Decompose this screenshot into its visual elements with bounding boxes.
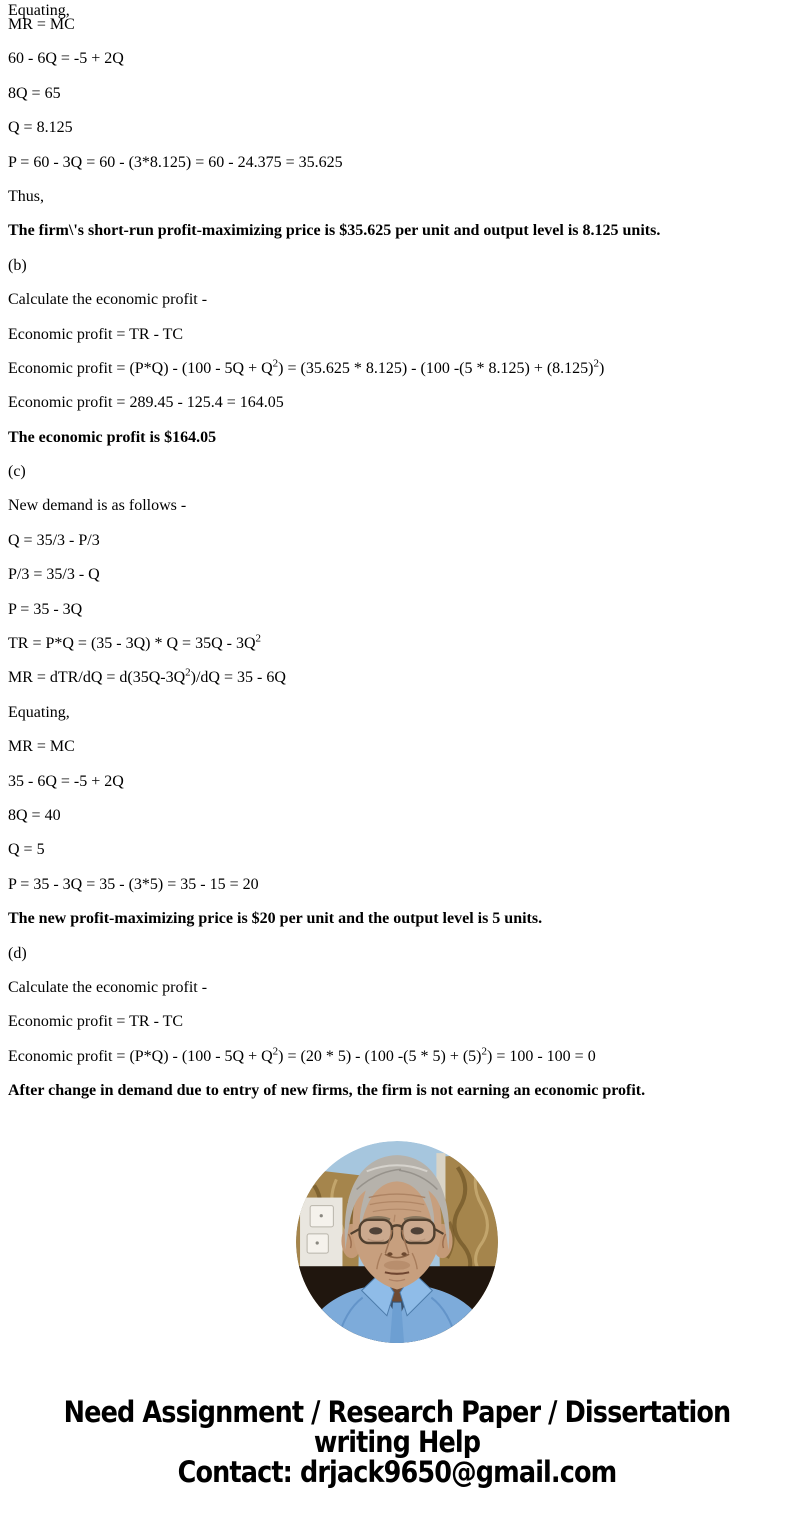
text-segment: ) [599, 359, 605, 377]
text-segment: Economic profit = TR - TC [8, 1013, 184, 1031]
text-segment: Economic profit = (P*Q) - (100 - 5Q + Q [8, 1047, 273, 1065]
text-segment: MR = MC [8, 16, 75, 33]
text-segment: Equating, [8, 703, 70, 721]
solution-paragraph [8, 326, 786, 344]
solution-paragraph [8, 16, 786, 34]
text-segment: Economic profit = 289.45 - 125.4 = 164.05 [8, 394, 284, 412]
text-segment: MR = MC [8, 738, 75, 756]
solution-paragraph-bold [8, 1082, 786, 1100]
solution-paragraph [8, 463, 786, 481]
solution-paragraph [8, 50, 786, 68]
superscript-exponent: 2 [481, 1045, 487, 1058]
tutor-portrait-photo [296, 1141, 498, 1343]
solution-paragraph [8, 357, 786, 378]
advertisement-banner [0, 1394, 794, 1489]
solution-paragraph [8, 497, 786, 515]
advert-line-2: writing Help [313, 1424, 481, 1459]
text-segment: (b) [8, 256, 27, 274]
solution-paragraph [8, 257, 786, 275]
text-segment: 60 - 6Q = -5 + 2Q [8, 50, 124, 68]
advert-contact-email: Contact: drjack9650@gmail.com [177, 1454, 617, 1489]
text-segment: After change in demand due to entry of new firms, the firm is not earning an economic profit. [8, 1082, 646, 1100]
solution-paragraph [8, 738, 786, 756]
solution-paragraph-bold [8, 429, 786, 447]
text-segment: ) = 100 - 100 = 0 [487, 1047, 596, 1065]
solution-paragraph [8, 632, 786, 653]
text-segment: Q = 8.125 [8, 119, 73, 137]
portrait-image [296, 1141, 498, 1343]
text-segment: Economic profit = TR - TC [8, 325, 184, 343]
text-segment: )/dQ = 35 - 6Q [190, 669, 286, 687]
solution-paragraph [8, 394, 786, 412]
text-segment: Q = 35/3 - P/3 [8, 531, 100, 549]
text-segment: P/3 = 35/3 - Q [8, 566, 100, 584]
superscript-exponent: 2 [185, 667, 191, 680]
text-segment: (c) [8, 463, 26, 481]
solution-paragraph [8, 1013, 786, 1031]
text-segment: New demand is as follows - [8, 497, 187, 515]
text-segment: P = 35 - 3Q [8, 600, 83, 618]
solution-paragraph [8, 979, 786, 997]
text-segment: Calculate the economic profit - [8, 978, 208, 996]
text-segment: TR = P*Q = (35 - 3Q) * Q = 35Q - 3Q [8, 635, 256, 653]
text-segment: ) = (35.625 * 8.125) - (100 -(5 * 8.125) + (8.125) [278, 359, 594, 377]
text-segment: Thus, [8, 187, 44, 205]
solution-paragraph-bold [8, 910, 786, 928]
text-segment: 8Q = 40 [8, 806, 61, 824]
solution-paragraph [8, 807, 786, 825]
text-segment: The new profit-maximizing price is $20 per unit and the output level is 5 units. [8, 910, 543, 928]
text-segment: 8Q = 65 [8, 84, 61, 102]
solution-paragraph [8, 773, 786, 791]
superscript-exponent: 2 [593, 357, 599, 370]
text-segment: Economic profit = (P*Q) - (100 - 5Q + Q [8, 359, 273, 377]
advert-line-1: Need Assignment / Research Paper / Dissertation [63, 1394, 731, 1429]
superscript-exponent: 2 [272, 1045, 279, 1058]
text-segment: ) = (20 * 5) - (100 -(5 * 5) + (5) [278, 1047, 482, 1065]
text-segment: P = 60 - 3Q = 60 - (3*8.125) = 60 - 24.375 = 35.625 [8, 153, 343, 171]
solution-paragraph [8, 532, 786, 550]
portrait-section [0, 1141, 794, 1343]
solution-paragraph [8, 188, 786, 206]
solution-paragraph-bold [8, 222, 786, 240]
text-segment: Calculate the economic profit - [8, 291, 208, 309]
text-segment: (d) [8, 944, 27, 962]
solution-paragraph [8, 291, 786, 309]
solution-paragraph [8, 1045, 786, 1066]
solution-paragraph [8, 945, 786, 963]
text-segment: Q = 5 [8, 841, 45, 859]
solution-paragraph [8, 876, 786, 894]
text-segment: The firm\'s short-run profit-maximizing price is $35.625 per unit and output level is 8.125 units. [8, 222, 661, 240]
solution-paragraph [8, 841, 786, 859]
solution-paragraph [8, 704, 786, 722]
text-segment: MR = dTR/dQ = d(35Q-3Q [8, 669, 186, 687]
solution-paragraph [8, 154, 786, 172]
superscript-exponent: 2 [255, 632, 261, 645]
text-segment: The economic profit is $164.05 [8, 428, 217, 446]
clipped-text-fragment: Equating, [8, 2, 70, 19]
solution-paragraph [8, 566, 786, 584]
superscript-exponent: 2 [272, 357, 279, 370]
text-segment: 35 - 6Q = -5 + 2Q [8, 772, 124, 790]
solution-paragraph [8, 669, 786, 687]
solution-text-body [8, 16, 786, 1101]
solution-paragraph [8, 601, 786, 619]
solution-paragraph [8, 119, 786, 137]
text-segment: P = 35 - 3Q = 35 - (3*5) = 35 - 15 = 20 [8, 875, 259, 893]
solution-paragraph [8, 85, 786, 103]
